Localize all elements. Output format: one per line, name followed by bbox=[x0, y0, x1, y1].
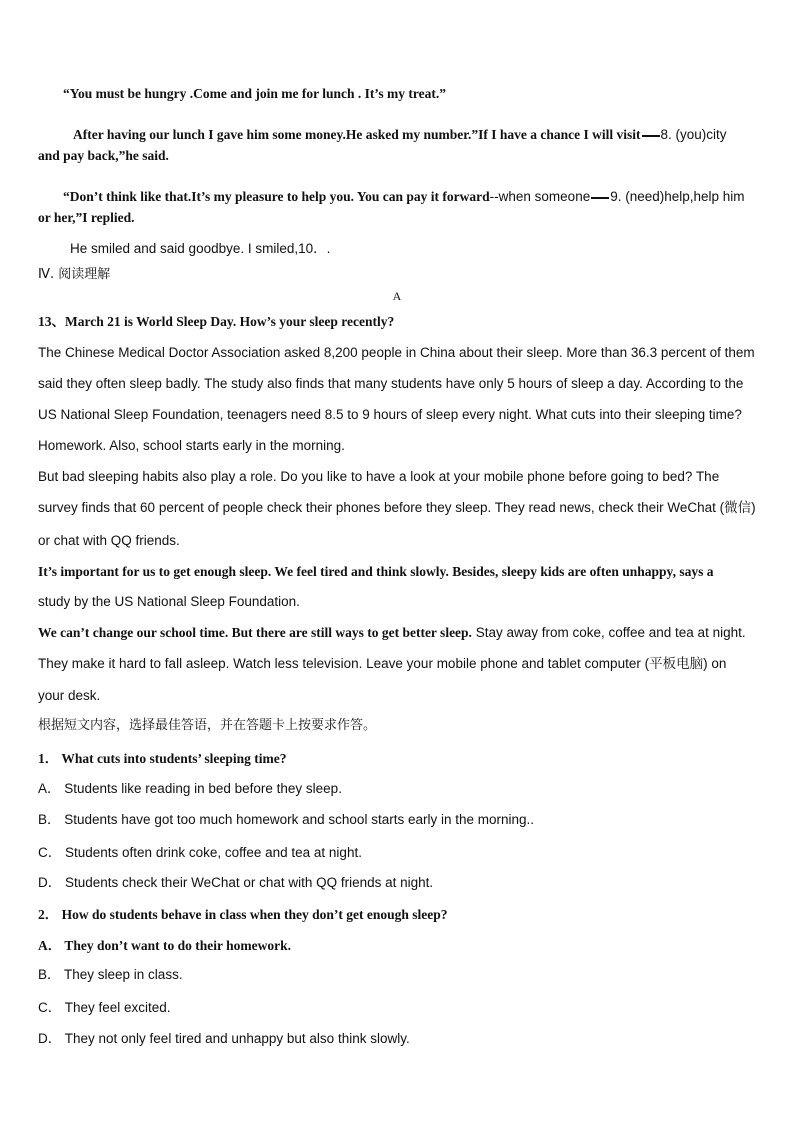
question-1-option-d: D． Students check their WeChat or chat with QQ friends at night. bbox=[38, 875, 434, 890]
question-1-stem: 1． What cuts into students’ sleeping time? bbox=[38, 751, 287, 766]
passage-line-4: Homework. Also, school starts early in the morning. bbox=[38, 438, 345, 453]
story-paragraph-1: “You must be hungry .Come and join me for lunch . It’s my treat.” bbox=[63, 86, 447, 101]
passage-line-2: said they often sleep badly. The study also finds that many students have only 5 hours of sleep a day. According to the bbox=[38, 376, 744, 391]
passage-line-10-rest: Stay away from coke, coffee and tea at night. bbox=[471, 625, 746, 640]
question-1-option-a: A． Students like reading in bed before they sleep. bbox=[38, 781, 342, 796]
passage-line-7: or chat with QQ friends. bbox=[38, 533, 180, 548]
question-2-option-a: A． They don’t want to do their homework. bbox=[38, 938, 292, 953]
question-2-option-b: B． They sleep in class. bbox=[38, 967, 183, 982]
story-paragraph-2-cont: and pay back,”he said. bbox=[38, 148, 169, 163]
blank-8-hint: 8. (you)city bbox=[660, 127, 727, 142]
question-2-stem: 2． How do students behave in class when they don’t get enough sleep? bbox=[38, 907, 448, 922]
story-paragraph-2-text: After having our lunch I gave him some money.He asked my number.”If I have a chance I will visit bbox=[73, 127, 641, 142]
instructions: 根据短文内容，选择最佳答语，并在答题卡上按要求作答。 bbox=[38, 718, 377, 733]
passage-line-3: US National Sleep Foundation, teenagers need 8.5 to 9 hours of sleep every night. What cuts into their sleeping time? bbox=[38, 407, 742, 422]
passage-line-10-bold: We can’t change our school time. But there are still ways to get better sleep. bbox=[38, 625, 472, 640]
passage-line-6: survey finds that 60 percent of people check their phones before they sleep. They read news, check their WeChat (微信) bbox=[38, 500, 756, 515]
story-paragraph-3-text: “Don’t think like that.It’s my pleasure to help you. You can pay it forward bbox=[63, 189, 490, 204]
story-paragraph-4: He smiled and said goodbye. I smiled,10．. bbox=[70, 241, 331, 256]
passage-line-11: They make it hard to fall asleep. Watch less television. Leave your mobile phone and tablet computer (平板电脑) on bbox=[38, 656, 727, 671]
passage-line-5: But bad sleeping habits also play a role. Do you like to have a look at your mobile phone before going to bed? The bbox=[38, 469, 720, 484]
question-1-option-c: C． Students often drink coke, coffee and tea at night. bbox=[38, 845, 362, 860]
question-2-option-d: D． They not only feel tired and unhappy but also think slowly. bbox=[38, 1031, 410, 1046]
blank-9-hint: 9. (need)help,help him bbox=[610, 189, 745, 204]
passage-line-12: your desk. bbox=[38, 688, 101, 703]
question-2-option-c: C． They feel excited. bbox=[38, 1000, 171, 1015]
section-heading: Ⅳ. 阅读理解 bbox=[38, 267, 111, 282]
blank-8-line bbox=[642, 127, 660, 137]
passage-line-8: It’s important for us to get enough sleep. We feel tired and think slowly. Besides, sleepy kids are often unhappy, says a bbox=[38, 564, 714, 579]
passage-line-9: study by the US National Sleep Foundation. bbox=[38, 594, 300, 609]
passage-title: 13、March 21 is World Sleep Day. How’s your sleep recently? bbox=[38, 314, 395, 329]
story-paragraph-3-dash: --when someone bbox=[489, 189, 591, 204]
question-1-option-b: B． Students have got too much homework and school starts early in the morning.. bbox=[38, 812, 535, 827]
story-paragraph-3 bbox=[63, 189, 745, 205]
blank-9-line bbox=[591, 189, 609, 199]
passage-line-1: The Chinese Medical Doctor Association asked 8,200 people in China about their sleep. More than 36.3 percent of them bbox=[38, 345, 755, 360]
part-label: A bbox=[392, 289, 402, 303]
story-paragraph-3-cont: or her,”I replied. bbox=[38, 210, 135, 225]
passage-line-10 bbox=[38, 625, 746, 641]
story-paragraph-2 bbox=[73, 127, 727, 143]
